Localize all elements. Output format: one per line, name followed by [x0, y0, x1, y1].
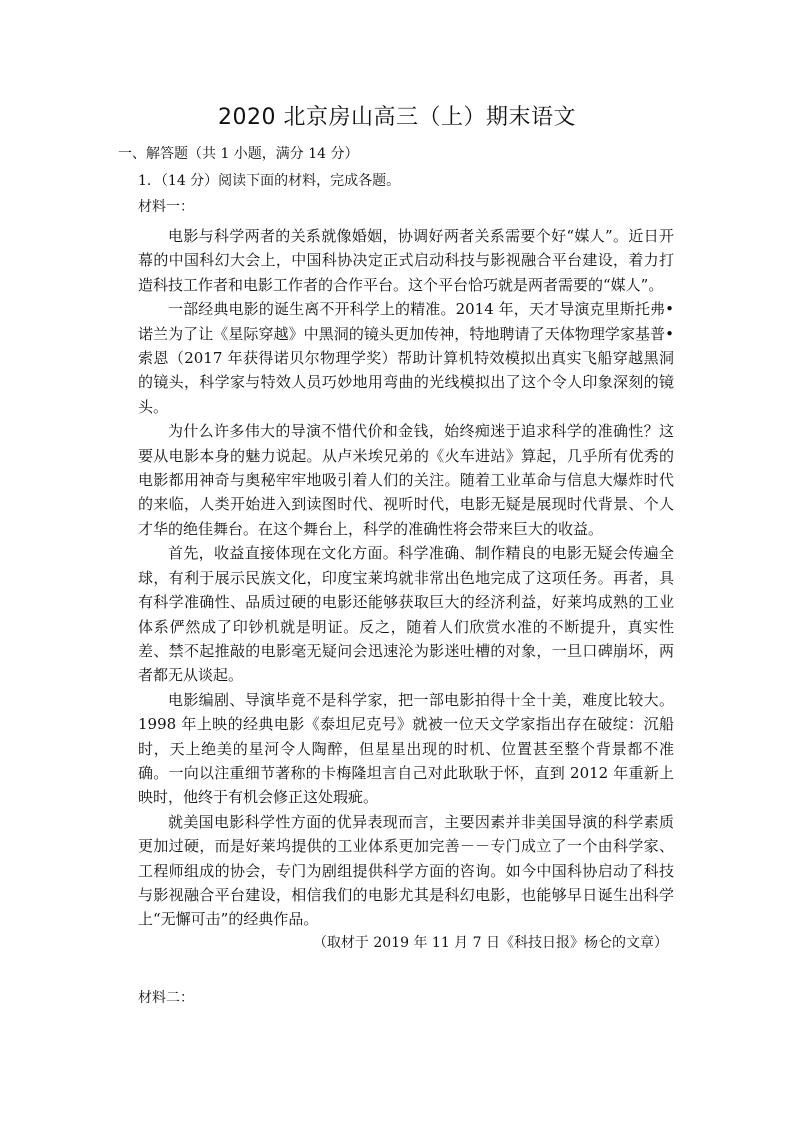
- question-intro: 1．（14 分）阅读下面的材料，完成各题。: [138, 173, 401, 189]
- material-one-label: 材料一：: [138, 199, 194, 215]
- paragraph: 就美国电影科学性方面的优异表现而言，主要因素并非美国导演的科学素质更加过硬，而是好莱坞提供的工业体系更加完善－－专门成立了一个由科学家、工程师组成的协会，专门为剧组提供科学方面的咨询。如今中国科协启动了科技与影视融合平台建设，相信我们的电影尤其是科幻电影，也能够早日诞生出科学上“无懈可击”的经典作品。: [138, 812, 674, 929]
- material-one-body: [138, 224, 674, 932]
- paragraph: 电影编剧、导演毕竟不是科学家，把一部电影拍得十全十美，难度比较大。1998 年上映的经典电影《泰坦尼克号》就被一位天文学家指出存在破绽：沉船时，天上绝美的星河令人陶醉，但星星出现的时机、位置甚至整个背景都不准确。一向以注重细节著称的卡梅隆坦言自己对此耿耿于怀，直到 2012 年重新上映时，他终于有机会修正这处瑕疵。: [138, 690, 674, 807]
- section-header: 一、解答题（共 1 小题，满分 14 分）: [118, 146, 359, 162]
- source-citation: （取材于 2019 年 11 月 7 日《科技日报》杨仑的文章）: [312, 935, 668, 951]
- material-two-label: 材料二：: [138, 990, 194, 1006]
- paragraph: 电影与科学两者的关系就像婚姻，协调好两者关系需要个好“媒人”。近日开幕的中国科幻大会上，中国科协决定正式启动科技与影视融合平台建设，着力打造科技工作者和电影工作者的合作平台。这个平台恰巧就是两者需要的“媒人”。: [138, 227, 674, 294]
- paragraph: 首先，收益直接体现在文化方面。科学准确、制作精良的电影无疑会传遍全球，有利于展示民族文化，印度宝莱坞就非常出色地完成了这项任务。再者，具有科学准确性、品质过硬的电影还能够获取巨大的经济利益，好莱坞成熟的工业体系俨然成了印钞机就是明证。反之，随着人们欣赏水准的不断提升，真实性差、禁不起推敲的电影毫无疑问会迅速沦为影迷吐槽的对象，一旦口碑崩坏，两者都无从谈起。: [138, 544, 674, 685]
- paragraph: 为什么许多伟大的导演不惜代价和金钱，始终痴迷于追求科学的准确性？这要从电影本身的魅力说起。从卢米埃兄弟的《火车进站》算起，几乎所有优秀的电影都用神奇与奥秘牢牢地吸引着人们的关注。随着工业革命与信息大爆炸时代的来临，人类开始进入到读图时代、视听时代，电影无疑是展现时代背景、个人才华的绝佳舞台。在这个舞台上，科学的准确性将会带来巨大的收益。: [138, 422, 674, 538]
- paragraph: 一部经典电影的诞生离不开科学上的精准。2014 年，天才导演克里斯托弗•诺兰为了让《星际穿越》中黑洞的镜头更加传神，特地聘请了天体物理学家基普•索恩（2017 年获得诺贝尔物理学奖）帮助计算机特效模拟出真实飞船穿越黑洞的镜头，科学家与特效人员巧妙地用弯曲的光线模拟出了这个令人印象深刻的镜头。: [138, 300, 674, 416]
- page-title: 2020 北京房山高三（上）期末语文: [218, 105, 576, 130]
